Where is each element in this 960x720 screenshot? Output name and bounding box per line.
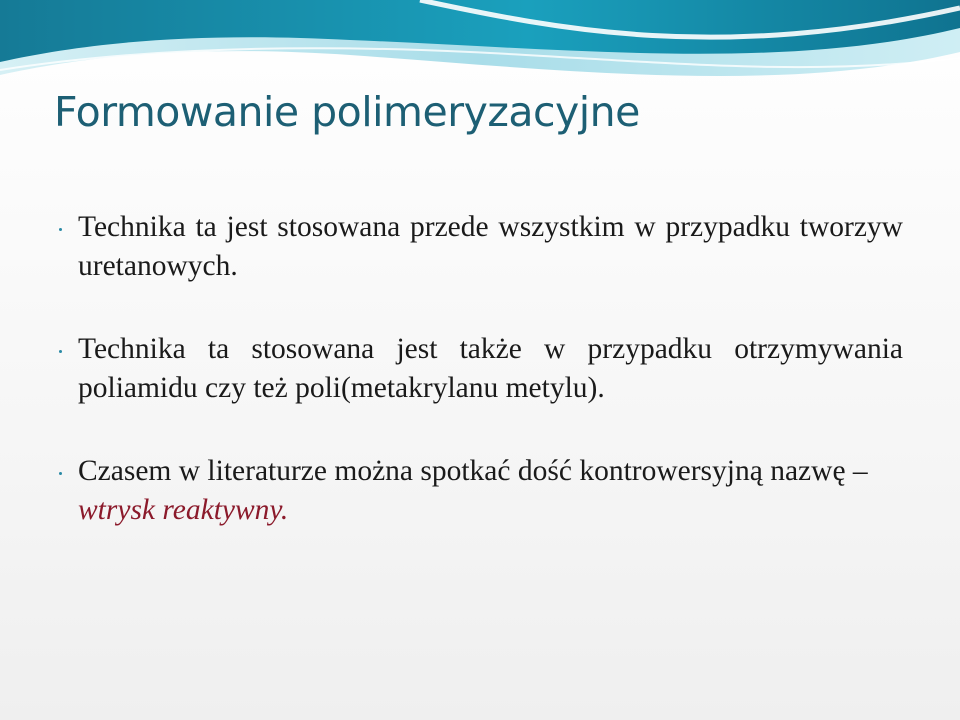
slide-title: Formowanie polimeryzacyjne [54, 88, 640, 136]
bullet-text: Technika ta stosowana jest także w przypadku otrzymywania poliamidu czy też poli(metakrylanu metylu). [78, 333, 903, 404]
bullet-item [55, 452, 903, 530]
bullet-text: Czasem w literaturze można spotkać dość kontrowersyjną nazwę – [78, 455, 868, 487]
bullet-list [55, 208, 903, 530]
bullet-dot-icon [59, 228, 62, 231]
bullet-dot-icon [59, 472, 62, 475]
bullet-item [55, 208, 903, 286]
bullet-emphasis-text: wtrysk reaktywny. [78, 494, 289, 526]
bullet-item [55, 330, 903, 408]
bullet-text: Technika ta jest stosowana przede wszystkim w przypadku tworzyw uretanowych. [78, 211, 903, 282]
bullet-dot-icon [59, 350, 62, 353]
